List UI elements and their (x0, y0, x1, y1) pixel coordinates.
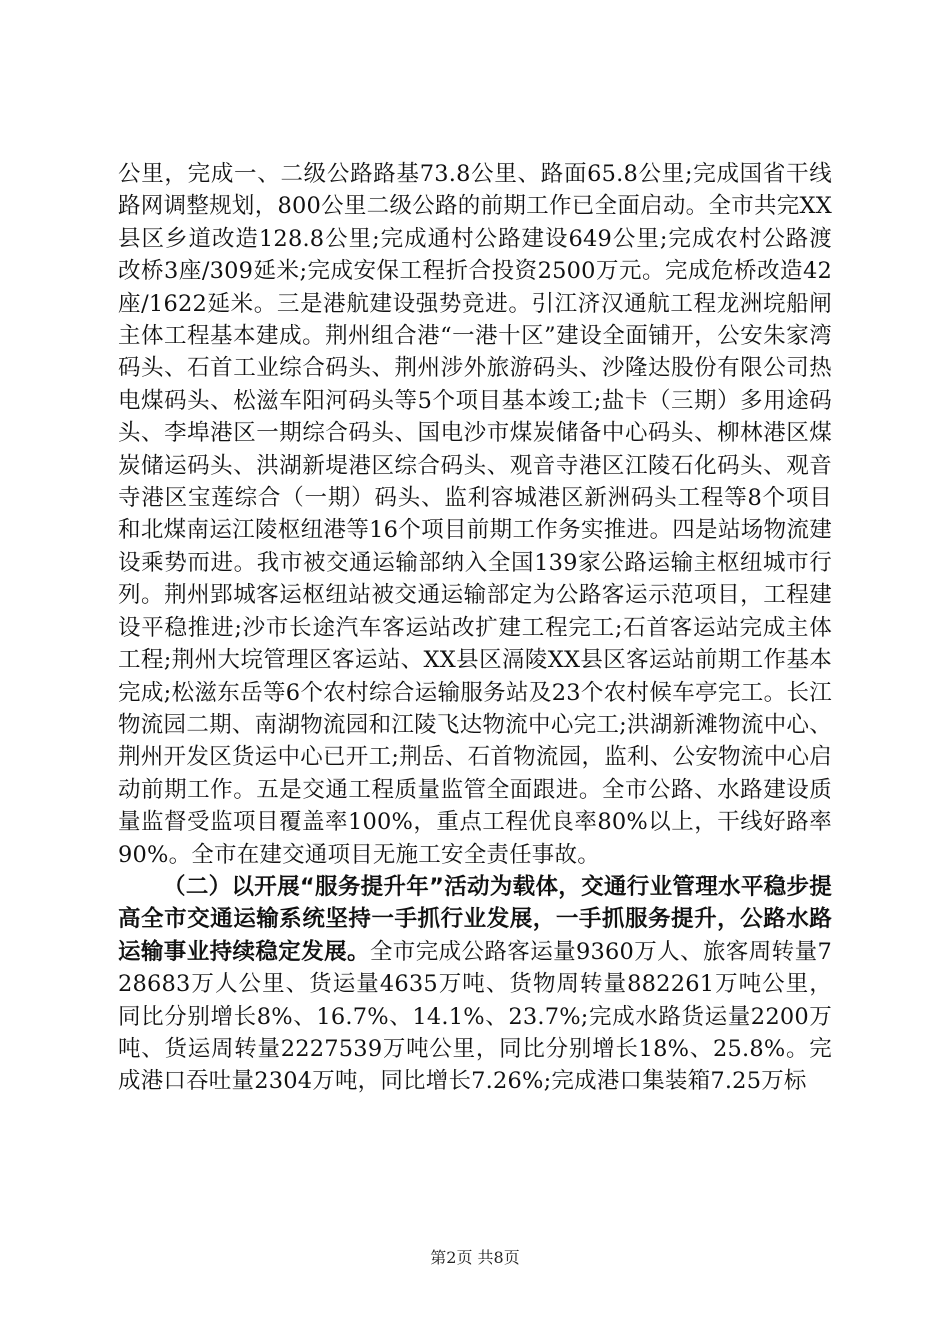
paragraph-1: 公里，完成一、二级公路路基73.8公里、路面65.8公里;完成国省干线路网调整规划，800公里二级公路的前期工作已全面启动。全市共完XX县区乡道改造128.8公里;完成通村公路建设649公里;完成农村公路渡改桥3座/309延米;完成安保工程折合投资2500万元。完成危桥改造42座/1622延米。三是港航建设强势竞进。引江济汉通航工程龙洲垸船闸主体工程基本建成。荆州组合港“一港十区”建设全面铺开，公安朱家湾码头、石首工业综合码头、荆州涉外旅游码头、沙隆达股份有限公司热电煤码头、松滋车阳河码头等5个项目基本竣工;盐卡（三期）多用途码头、李埠港区一期综合码头、国电沙市煤炭储备中心码头、柳林港区煤炭储运码头、洪湖新堤港区综合码头、观音寺港区江陵石化码头、观音寺港区宝莲综合（一期）码头、监利容城港区新洲码头工程等8个项目和北煤南运江陵枢纽港等16个项目前期工作务实推进。四是站场物流建设乘势而进。我市被交通运输部纳入全国139家公路运输主枢纽城市行列。荆州郢城客运枢纽站被交通运输部定为公路客运示范项目，工程建设平稳推进;沙市长途汽车客运站改扩建工程完工;石首客运站完成主体工程;荆州大垸管理区客运站、XX县区滆陵XX县区客运站前期工作基本完成;松滋东岳等6个农村综合运输服务站及23个农村候车亭完工。长江物流园二期、南湖物流园和江陵飞达物流中心完工;洪湖新滩物流中心、荆州开发区货运中心已开工;荆岳、石首物流园，监利、公安物流中心启动前期工作。五是交通工程质量监管全面跟进。全市公路、水路建设质量监督受监项目覆盖率100%，重点工程优良率80%以上，干线好路率90%。全市在建交通项目无施工安全责任事故。 (118, 161, 832, 868)
page-number-label: 第2页 共8页 (430, 1248, 520, 1267)
page-footer (0, 1245, 950, 1268)
section-heading-2: （二）以开展“服务提升年”活动为载体，交通行业管理水平稳步提高全市交通运输系统坚持一手抓行业发展，一手抓服务提升，公路水路运输事业持续稳定发展。 (118, 873, 832, 965)
paragraph-2-text: 全市完成公路客运量9360万人、旅客周转量728683万人公里、货运量4635万吨、货物周转量882261万吨公里，同比分别增长8%、16.7%、14.1%、23.7%;完成水路货运量2200万吨、货运周转量2227539万吨公里，同比分别增长18%、25.8%。完成港口吞吐量2304万吨，同比增长7.26%;完成港口集装箱7.25万标 (118, 938, 832, 1095)
paragraph-2 (118, 871, 832, 1098)
document-body (118, 158, 832, 1098)
